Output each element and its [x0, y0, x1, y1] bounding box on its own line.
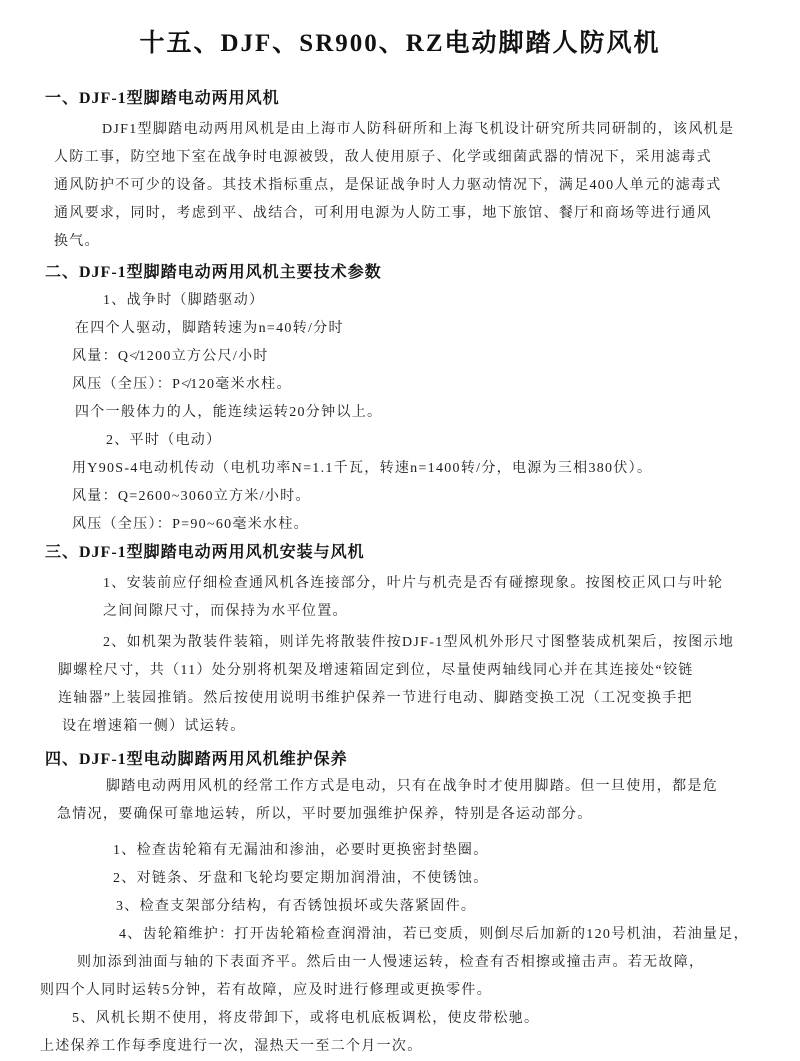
parameter-line: 2、平时（电动）: [106, 433, 222, 448]
maintenance-line: 5、风机长期不使用，将皮带卸下，或将电机底板调松，使皮带松驰。: [72, 1011, 540, 1026]
section-1-heading: 一、DJF-1型脚踏电动两用风机: [45, 90, 280, 107]
parameter-line: 风压（全压）：P=90~60毫米水柱。: [72, 517, 309, 532]
maintenance-line: 4、齿轮箱维护：打开齿轮箱检查润滑油，若已变质，则倒尽后加新的120号机油，若油量足，: [119, 927, 749, 942]
parameter-line: 风量：Q≮1200立方公尺/小时: [72, 349, 269, 364]
section-4-heading: 四、DJF-1型电动脚踏两用风机维护保养: [45, 751, 348, 768]
section-2-parameters: [0, 287, 800, 539]
paragraph-line: 1、安装前应仔细检查通风机各连接部分，叶片与机壳是否有碰擦现象。按图校正风口与叶轮: [103, 576, 724, 591]
section-4-maintenance-items: [0, 837, 800, 1061]
paragraph-line: 脚螺栓尺寸，共（11）处分别将机架及增速箱固定到位，尽量使两轴线同心并在其连接处“铰链: [58, 663, 694, 678]
maintenance-line: 2、对链条、牙盘和飞轮均要定期加润滑油，不使锈蚀。: [113, 871, 489, 886]
paragraph-line: 2、如机架为散装件装箱，则详先将散装件按DJF-1型风机外形尺寸图整装成机架后，按图示地: [103, 635, 735, 650]
parameter-line: 在四个人驱动，脚踏转速为n=40转/分时: [75, 321, 344, 336]
section-3-item-2: [0, 629, 800, 741]
paragraph-line: 脚踏电动两用风机的经常工作方式是电动，只有在战争时才使用脚踏。但一旦使用，都是危: [106, 779, 718, 794]
section-1-paragraph: [0, 116, 800, 256]
maintenance-line: 3、检查支架部分结构，有否锈蚀损坏或失落紧固件。: [116, 899, 477, 914]
paragraph-line: 人防工事，防空地下室在战争时电源被毁，敌人使用原子、化学或细菌武器的情况下，采用滤毒式: [54, 150, 712, 165]
parameter-line: 四个一般体力的人，能连续运转20分钟以上。: [75, 405, 383, 420]
section-4-intro: [0, 773, 800, 829]
parameter-line: 风压（全压）：P≮120毫米水柱。: [72, 377, 292, 392]
paragraph-line: DJF1型脚踏电动两用风机是由上海市人防科研所和上海飞机设计研究所共同研制的，该风机是: [102, 122, 735, 137]
maintenance-line: 1、检查齿轮箱有无漏油和渗油，必要时更换密封垫圈。: [113, 843, 489, 858]
paragraph-line: 通风要求，同时，考虑到平、战结合，可利用电源为人防工事，地下旅馆、餐厅和商场等进行通风: [54, 206, 712, 221]
paragraph-line: 连轴器”上装园推销。然后按使用说明书维护保养一节进行电动、脚踏变换工况（工况变换手把: [58, 691, 693, 706]
paragraph-line: 换气。: [54, 234, 100, 249]
doc-title: 十五、DJF、SR900、RZ电动脚踏人防风机: [139, 30, 661, 57]
parameter-line: 1、战争时（脚踏驱动）: [103, 293, 265, 308]
section-3-item-1: [0, 570, 800, 626]
parameter-line: 风量：Q=2600~3060立方米/小时。: [72, 489, 311, 504]
section-3-heading: 三、DJF-1型脚踏电动两用风机安装与风机: [45, 544, 365, 561]
maintenance-line: 则四个人同时运转5分钟，若有故障，应及时进行修理或更换零件。: [40, 983, 492, 998]
paragraph-line: 急情况，要确保可靠地运转，所以，平时要加强维护保养，特别是各运动部分。: [57, 807, 593, 822]
section-2-heading: 二、DJF-1型脚踏电动两用风机主要技术参数: [45, 264, 382, 281]
paragraph-line: 通风防护不可少的设备。其技术指标重点，是保证战争时人力驱动情况下，满足400人单元的滤毒式: [54, 178, 722, 193]
maintenance-line: 则加添到油面与轴的下表面齐平。然后由一人慢速运转，检查有否相擦或撞击声。若无故障，: [77, 955, 705, 970]
paragraph-line: 设在增速箱一侧）试运转。: [62, 719, 246, 734]
parameter-line: 用Y90S-4电动机传动（电机功率N=1.1千瓦，转速n=1400转/分，电源为三相380伏）。: [72, 461, 653, 476]
paragraph-line: 之间间隙尺寸，而保持为水平位置。: [103, 604, 348, 619]
maintenance-line: 上述保养工作每季度进行一次，湿热天一至二个月一次。: [40, 1039, 423, 1054]
